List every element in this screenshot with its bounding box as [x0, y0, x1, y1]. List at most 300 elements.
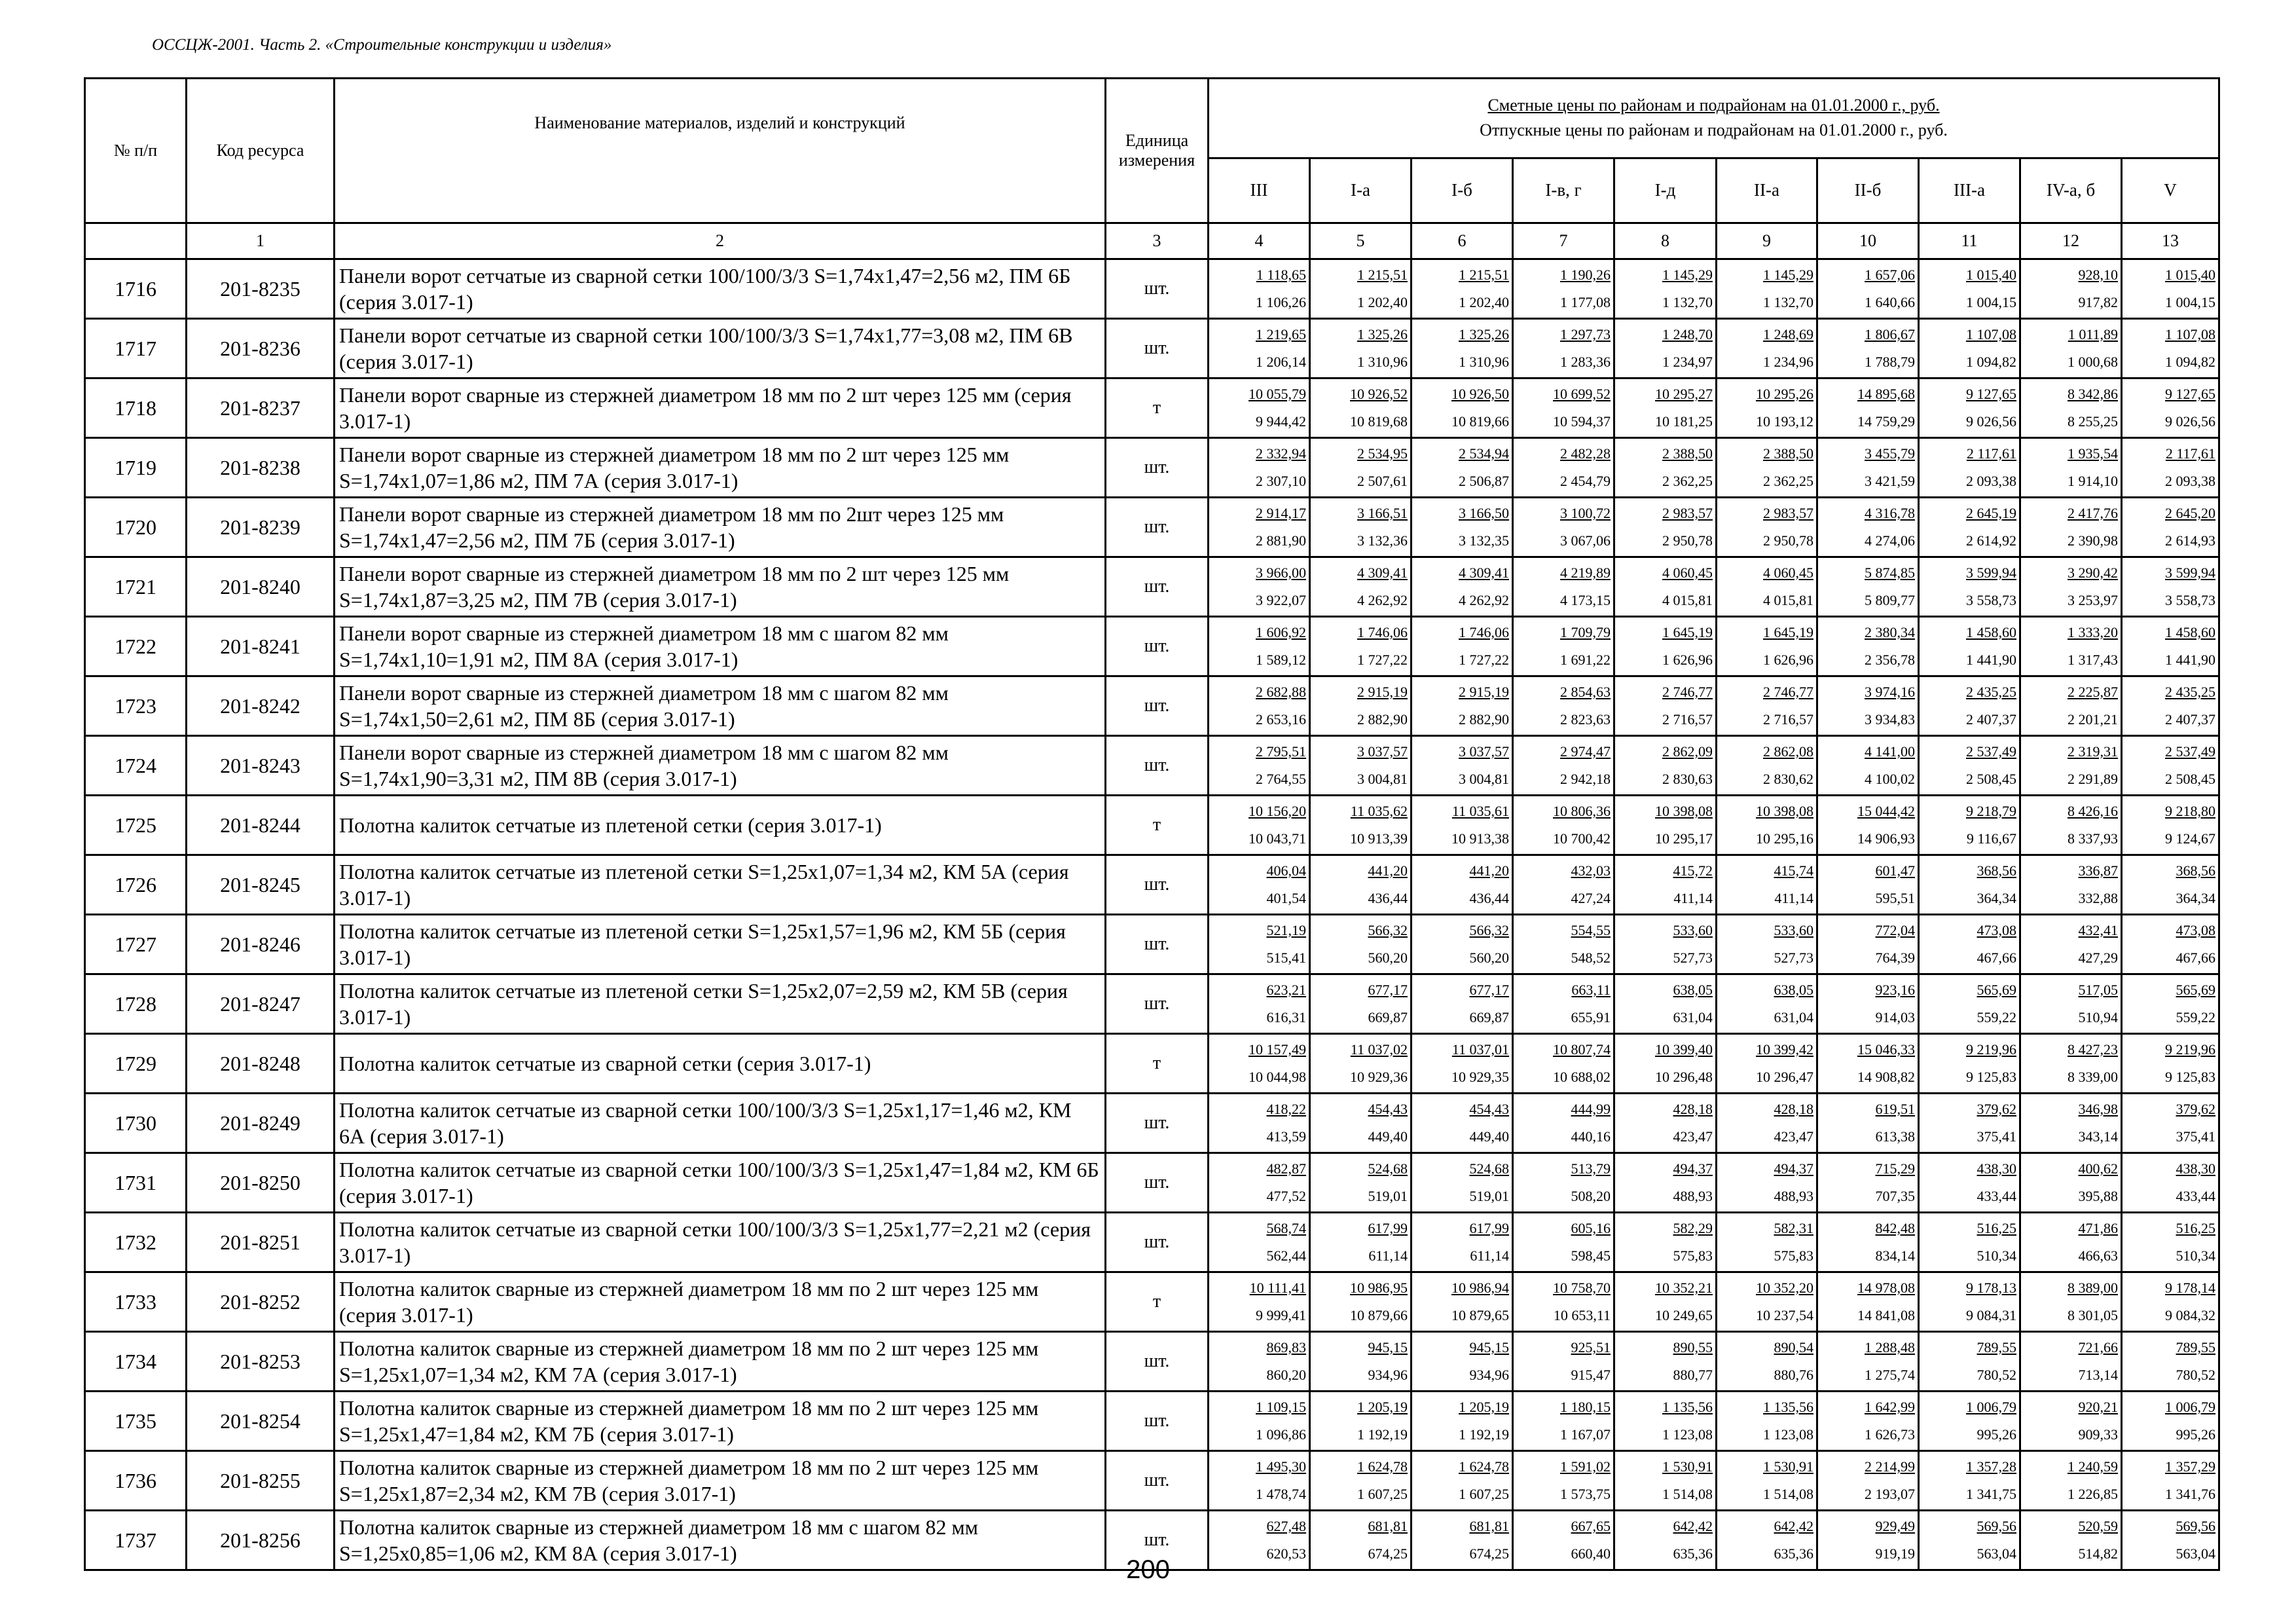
release-price: 1 132,70 [1662, 294, 1713, 310]
estimated-price: 1 109,15 [1256, 1399, 1306, 1415]
table-row [85, 319, 2219, 378]
estimated-price: 346,98 [2078, 1101, 2118, 1117]
release-price: 10 249,65 [1655, 1307, 1713, 1323]
estimated-price: 582,31 [1774, 1220, 1813, 1236]
estimated-price: 521,19 [1266, 922, 1306, 938]
estimated-price: 10 398,08 [1756, 803, 1813, 819]
resource-code: 201-8254 [187, 1392, 335, 1451]
unit-cell: шт. [1106, 1392, 1209, 1451]
release-price: 780,52 [1977, 1367, 2016, 1383]
item-name: Панели ворот сварные из стержней диаметром 18 мм по 2 шт через 125 мм (серия 3.017-1) [335, 378, 1106, 438]
release-price: 1 478,74 [1256, 1486, 1306, 1502]
release-price: 2 507,61 [1357, 473, 1408, 489]
price-cell [1209, 676, 1310, 736]
unit-cell: шт. [1106, 1213, 1209, 1272]
release-price: 563,04 [2176, 1545, 2216, 1562]
release-price: 14 906,93 [1857, 830, 1915, 847]
estimated-price: 428,18 [1774, 1101, 1813, 1117]
unit-cell: шт. [1106, 1332, 1209, 1392]
estimated-price: 3 974,16 [1865, 684, 1915, 700]
estimated-price: 2 862,08 [1763, 743, 1813, 760]
item-name: Полотна калиток сварные из стержней диаметром 18 мм с шагом 82 мм S=1,25x0,85=1,06 м2, КМ 8А (серия 3.017-1) [335, 1511, 1106, 1570]
release-price: 611,14 [1368, 1247, 1408, 1264]
price-cell [1817, 498, 1919, 557]
estimated-price: 677,17 [1368, 982, 1408, 998]
table-row [85, 617, 2219, 676]
estimated-price: 2 537,49 [2165, 743, 2216, 760]
release-price: 1 226,85 [2068, 1486, 2118, 1502]
estimated-price: 524,68 [1469, 1160, 1509, 1177]
release-price: 914,03 [1875, 1009, 1915, 1025]
price-cell [2122, 855, 2219, 915]
release-price: 2 950,78 [1662, 532, 1713, 549]
estimated-price: 1 657,06 [1865, 267, 1915, 283]
release-price: 669,87 [1469, 1009, 1509, 1025]
release-price: 1 234,96 [1763, 354, 1813, 370]
estimated-price: 1 709,79 [1560, 624, 1611, 640]
price-cell [1614, 1094, 1717, 1153]
release-price: 8 337,93 [2068, 830, 2118, 847]
price-cell [1614, 1392, 1717, 1451]
release-price: 433,44 [1977, 1188, 2016, 1204]
release-price: 1 589,12 [1256, 652, 1306, 668]
row-number: 1737 [85, 1511, 187, 1570]
price-cell [1817, 378, 1919, 438]
release-price: 375,41 [1977, 1128, 2016, 1145]
estimated-price: 617,99 [1469, 1220, 1509, 1236]
estimated-price: 945,15 [1368, 1339, 1408, 1356]
price-cell [1310, 1272, 1412, 1332]
release-price: 1 691,22 [1560, 652, 1611, 668]
price-cell [1919, 378, 2020, 438]
release-price: 559,22 [1977, 1009, 2016, 1025]
estimated-price: 473,08 [1977, 922, 2016, 938]
estimated-price: 1 606,92 [1256, 624, 1306, 640]
column-number-cell: 13 [2122, 223, 2219, 259]
price-cell [1513, 319, 1614, 378]
estimated-price: 10 926,52 [1350, 386, 1408, 402]
release-price: 10 879,65 [1451, 1307, 1509, 1323]
estimated-price: 869,83 [1266, 1339, 1306, 1356]
estimated-price: 533,60 [1673, 922, 1713, 938]
estimated-price: 10 986,94 [1451, 1280, 1509, 1296]
estimated-price: 2 746,77 [1763, 684, 1813, 700]
price-cell [1817, 676, 1919, 736]
price-cell [1310, 974, 1412, 1034]
estimated-price: 2 534,94 [1459, 445, 1509, 462]
price-cell [1412, 498, 1513, 557]
price-cell [1209, 736, 1310, 796]
release-price: 2 307,10 [1256, 473, 1306, 489]
release-price: 2 201,21 [2068, 711, 2118, 728]
release-price: 514,82 [2078, 1545, 2118, 1562]
region-header: I-д [1614, 158, 1717, 223]
release-price: 1 004,15 [2165, 294, 2216, 310]
estimated-price: 617,99 [1368, 1220, 1408, 1236]
price-cell [2020, 915, 2122, 974]
price-cell [1513, 676, 1614, 736]
estimated-price: 569,56 [2176, 1518, 2216, 1534]
price-cell [1209, 1213, 1310, 1272]
price-cell [2020, 259, 2122, 319]
release-price: 1 177,08 [1560, 294, 1611, 310]
estimated-price: 9 219,96 [2165, 1041, 2216, 1058]
estimated-price: 1 180,15 [1560, 1399, 1611, 1415]
release-price: 4 262,92 [1357, 592, 1408, 608]
price-cell [1310, 319, 1412, 378]
estimated-price: 1 325,26 [1459, 326, 1509, 342]
estimated-price: 920,21 [2078, 1399, 2118, 1415]
price-cell [1513, 1153, 1614, 1213]
release-price: 9 124,67 [2165, 830, 2216, 847]
release-price: 433,44 [2176, 1188, 2216, 1204]
estimated-price: 441,20 [1368, 862, 1408, 879]
resource-code: 201-8249 [187, 1094, 335, 1153]
region-header: I-а [1310, 158, 1412, 223]
release-price: 1 132,70 [1763, 294, 1813, 310]
price-cell [2020, 378, 2122, 438]
release-price: 4 015,81 [1763, 592, 1813, 608]
estimated-price: 471,86 [2078, 1220, 2118, 1236]
row-number: 1736 [85, 1451, 187, 1511]
release-price: 2 508,45 [2165, 771, 2216, 787]
price-cell [1209, 1451, 1310, 1511]
estimated-price: 379,62 [1977, 1101, 2016, 1117]
release-price: 613,38 [1875, 1128, 1915, 1145]
price-cell [2020, 557, 2122, 617]
price-cell [1209, 1094, 1310, 1153]
estimated-price: 2 795,51 [1256, 743, 1306, 760]
release-price: 1 202,40 [1357, 294, 1408, 310]
release-price: 616,31 [1266, 1009, 1306, 1025]
resource-code: 201-8241 [187, 617, 335, 676]
unit-cell: шт. [1106, 676, 1209, 736]
estimated-price: 1 530,91 [1662, 1458, 1713, 1475]
estimated-price: 1 357,28 [1966, 1458, 2016, 1475]
estimated-price: 11 037,01 [1451, 1041, 1509, 1058]
estimated-price: 789,55 [1977, 1339, 2016, 1356]
release-price: 2 830,62 [1763, 771, 1813, 787]
estimated-price: 663,11 [1571, 982, 1611, 998]
release-price: 413,59 [1266, 1128, 1306, 1145]
estimated-price: 418,22 [1266, 1101, 1306, 1117]
release-price: 10 700,42 [1553, 830, 1611, 847]
table-row [85, 557, 2219, 617]
estimated-price: 4 309,41 [1459, 564, 1509, 581]
price-cell [1310, 855, 1412, 915]
release-price: 14 841,08 [1857, 1307, 1915, 1323]
release-price: 14 908,82 [1857, 1069, 1915, 1085]
release-price: 4 173,15 [1560, 592, 1611, 608]
price-cell [1717, 676, 1817, 736]
region-header: IV-а, б [2020, 158, 2122, 223]
release-price: 8 301,05 [2068, 1307, 2118, 1323]
resource-code: 201-8239 [187, 498, 335, 557]
price-cell [2020, 1213, 2122, 1272]
price-cell [1717, 796, 1817, 855]
price-cell [1209, 855, 1310, 915]
release-price: 423,47 [1673, 1128, 1713, 1145]
column-number-cell: 7 [1513, 223, 1614, 259]
price-cell [1209, 319, 1310, 378]
release-price: 1 727,22 [1459, 652, 1509, 668]
item-name: Панели ворот сварные из стержней диаметром 18 мм по 2 шт через 125 мм S=1,74x1,87=3,25 м2, ПМ 7В (серия 3.017-1) [335, 557, 1106, 617]
price-cell [1614, 557, 1717, 617]
resource-code: 201-8247 [187, 974, 335, 1034]
estimated-price: 582,29 [1673, 1220, 1713, 1236]
price-cell [1310, 915, 1412, 974]
release-price: 669,87 [1368, 1009, 1408, 1025]
price-cell [1614, 1153, 1717, 1213]
item-name: Полотна калиток сетчатые из сварной сетки (серия 3.017-1) [335, 1034, 1106, 1094]
estimated-price: 890,54 [1774, 1339, 1813, 1356]
release-price: 510,34 [1977, 1247, 2016, 1264]
release-price: 9 125,83 [1966, 1069, 2016, 1085]
release-price: 10 043,71 [1248, 830, 1306, 847]
estimated-price: 1 107,08 [1966, 326, 2016, 342]
release-price: 508,20 [1571, 1188, 1611, 1204]
column-number-row [85, 223, 2219, 259]
price-cell [1209, 438, 1310, 498]
header-prices-line1: Сметные цены по районам и подрайонам на 01.01.2000 г., руб. [1487, 96, 1940, 115]
unit-cell: шт. [1106, 319, 1209, 378]
estimated-price: 1 015,40 [1966, 267, 2016, 283]
price-cell [2122, 378, 2219, 438]
release-price: 1 310,96 [1459, 354, 1509, 370]
release-price: 9 125,83 [2165, 1069, 2216, 1085]
row-number: 1722 [85, 617, 187, 676]
header-prices-line2: Отпускные цены по районам и подрайонам на 01.01.2000 г., руб. [1480, 120, 1948, 140]
estimated-price: 842,48 [1875, 1220, 1915, 1236]
price-cell [1513, 974, 1614, 1034]
estimated-price: 1 240,59 [2068, 1458, 2118, 1475]
release-price: 860,20 [1266, 1367, 1306, 1383]
price-cell [1310, 1451, 1412, 1511]
column-number-cell: 12 [2020, 223, 2122, 259]
price-cell [2122, 1451, 2219, 1511]
release-price: 548,52 [1571, 950, 1611, 966]
estimated-price: 638,05 [1673, 982, 1713, 998]
price-cell [1513, 855, 1614, 915]
header-name: Наименование материалов, изделий и конструкций [335, 79, 1106, 223]
price-cell [2122, 617, 2219, 676]
release-price: 510,34 [2176, 1247, 2216, 1264]
price-cell [1412, 1451, 1513, 1511]
price-cell [1412, 1034, 1513, 1094]
release-price: 9 116,67 [1966, 830, 2016, 847]
price-cell [1717, 557, 1817, 617]
release-price: 3 934,83 [1865, 711, 1915, 728]
release-price: 4 262,92 [1459, 592, 1509, 608]
release-price: 2 881,90 [1256, 532, 1306, 549]
price-cell [1717, 974, 1817, 1034]
price-cell [2122, 259, 2219, 319]
release-price: 1 573,75 [1560, 1486, 1611, 1502]
release-price: 1 192,19 [1459, 1426, 1509, 1443]
price-cell [2020, 438, 2122, 498]
estimated-price: 1 205,19 [1459, 1399, 1509, 1415]
price-cell [1412, 1153, 1513, 1213]
estimated-price: 1 642,99 [1865, 1399, 1915, 1415]
estimated-price: 10 806,36 [1553, 803, 1611, 819]
estimated-price: 8 427,23 [2068, 1041, 2118, 1058]
release-price: 466,63 [2078, 1247, 2118, 1264]
price-cell [1717, 1094, 1817, 1153]
release-price: 674,25 [1368, 1545, 1408, 1562]
release-price: 635,36 [1774, 1545, 1813, 1562]
estimated-price: 516,25 [1977, 1220, 2016, 1236]
estimated-price: 520,59 [2078, 1518, 2118, 1534]
page-number: 200 [1126, 1555, 1170, 1584]
resource-code: 201-8242 [187, 676, 335, 736]
price-cell [1614, 915, 1717, 974]
release-price: 5 809,77 [1865, 592, 1915, 608]
price-cell [1209, 378, 1310, 438]
price-cell [1717, 736, 1817, 796]
estimated-price: 1 333,20 [2068, 624, 2118, 640]
estimated-price: 513,79 [1571, 1160, 1611, 1177]
estimated-price: 533,60 [1774, 922, 1813, 938]
estimated-price: 2 388,50 [1662, 445, 1713, 462]
release-price: 14 759,29 [1857, 413, 1915, 430]
price-cell [1919, 557, 2020, 617]
release-price: 477,52 [1266, 1188, 1306, 1204]
release-price: 1 123,08 [1662, 1426, 1713, 1443]
row-number: 1718 [85, 378, 187, 438]
release-price: 2 093,38 [1966, 473, 2016, 489]
column-number-cell: 9 [1717, 223, 1817, 259]
table-row [85, 1272, 2219, 1332]
estimated-price: 1 591,02 [1560, 1458, 1611, 1475]
table-row [85, 1094, 2219, 1153]
unit-cell: шт. [1106, 855, 1209, 915]
row-number: 1724 [85, 736, 187, 796]
estimated-price: 10 758,70 [1553, 1280, 1611, 1296]
estimated-price: 1 357,29 [2165, 1458, 2216, 1475]
price-cell [1919, 915, 2020, 974]
estimated-price: 1 006,79 [1966, 1399, 2016, 1415]
resource-code: 201-8243 [187, 736, 335, 796]
estimated-price: 568,74 [1266, 1220, 1306, 1236]
release-price: 1 607,25 [1459, 1486, 1509, 1502]
estimated-price: 623,21 [1266, 982, 1306, 998]
release-price: 559,22 [2176, 1009, 2216, 1025]
row-number: 1733 [85, 1272, 187, 1332]
estimated-price: 9 218,80 [2165, 803, 2216, 819]
release-price: 880,76 [1774, 1367, 1813, 1383]
estimated-price: 2 225,87 [2068, 684, 2118, 700]
release-price: 995,26 [2176, 1426, 2216, 1443]
release-price: 834,14 [1875, 1247, 1915, 1264]
unit-cell: шт. [1106, 915, 1209, 974]
price-cell [1310, 1332, 1412, 1392]
release-price: 515,41 [1266, 950, 1306, 966]
price-cell [2122, 1034, 2219, 1094]
price-cell [1919, 617, 2020, 676]
price-cell [1412, 796, 1513, 855]
price-cell [1919, 259, 2020, 319]
estimated-price: 10 352,21 [1655, 1280, 1713, 1296]
estimated-price: 1 530,91 [1763, 1458, 1813, 1475]
estimated-price: 1 645,19 [1662, 624, 1713, 640]
estimated-price: 10 055,79 [1248, 386, 1306, 402]
estimated-price: 565,69 [1977, 982, 2016, 998]
estimated-price: 1 248,70 [1662, 326, 1713, 342]
price-cell [1513, 1034, 1614, 1094]
estimated-price: 368,56 [1977, 862, 2016, 879]
estimated-price: 438,30 [2176, 1160, 2216, 1177]
price-cell [1717, 498, 1817, 557]
estimated-price: 9 178,13 [1966, 1280, 2016, 1296]
release-price: 10 913,38 [1451, 830, 1509, 847]
estimated-price: 2 332,94 [1256, 445, 1306, 462]
price-cell [1310, 1094, 1412, 1153]
estimated-price: 1 645,19 [1763, 624, 1813, 640]
price-cell [1817, 796, 1919, 855]
release-price: 10 929,35 [1451, 1069, 1509, 1085]
release-price: 3 253,97 [2068, 592, 2118, 608]
price-cell [1614, 378, 1717, 438]
item-name: Полотна калиток сетчатые из плетеной сетки S=1,25x2,07=2,59 м2, КМ 5В (серия 3.017-1) [335, 974, 1106, 1034]
release-price: 2 614,93 [2165, 532, 2216, 549]
release-price: 1 000,68 [2068, 354, 2118, 370]
price-cell [1717, 855, 1817, 915]
price-cell [1310, 617, 1412, 676]
row-number: 1732 [85, 1213, 187, 1272]
price-cell [1817, 1451, 1919, 1511]
price-cell [2020, 617, 2122, 676]
price-cell [1412, 378, 1513, 438]
release-price: 3 004,81 [1357, 771, 1408, 787]
estimated-price: 1 190,26 [1560, 267, 1611, 283]
estimated-price: 2 914,17 [1256, 505, 1306, 521]
price-cell [1919, 1392, 2020, 1451]
estimated-price: 336,87 [2078, 862, 2118, 879]
release-price: 10 819,68 [1350, 413, 1408, 430]
estimated-price: 14 895,68 [1857, 386, 1915, 402]
release-price: 488,93 [1673, 1188, 1713, 1204]
release-price: 1 914,10 [2068, 473, 2118, 489]
estimated-price: 2 974,47 [1560, 743, 1611, 760]
estimated-price: 1 935,54 [2068, 445, 2118, 462]
estimated-price: 438,30 [1977, 1160, 2016, 1177]
price-cell [2122, 1213, 2219, 1272]
release-price: 510,94 [2078, 1009, 2118, 1025]
price-cell [1412, 319, 1513, 378]
estimated-price: 928,10 [2078, 267, 2118, 283]
estimated-price: 454,43 [1368, 1101, 1408, 1117]
estimated-price: 1 006,79 [2165, 1399, 2216, 1415]
estimated-price: 482,87 [1266, 1160, 1306, 1177]
row-number: 1723 [85, 676, 187, 736]
resource-code: 201-8251 [187, 1213, 335, 1272]
price-cell [1717, 1034, 1817, 1094]
estimated-price: 1 107,08 [2165, 326, 2216, 342]
release-price: 10 594,37 [1553, 413, 1611, 430]
estimated-price: 1 145,29 [1763, 267, 1813, 283]
release-price: 364,34 [1977, 890, 2016, 906]
release-price: 1 234,97 [1662, 354, 1713, 370]
estimated-price: 605,16 [1571, 1220, 1611, 1236]
estimated-price: 3 966,00 [1256, 564, 1306, 581]
release-price: 8 339,00 [2068, 1069, 2118, 1085]
price-cell [1513, 557, 1614, 617]
unit-cell: т [1106, 1034, 1209, 1094]
column-number-cell: 3 [1106, 223, 1209, 259]
estimated-price: 715,29 [1875, 1160, 1915, 1177]
release-price: 411,14 [1673, 890, 1713, 906]
estimated-price: 923,16 [1875, 982, 1915, 998]
